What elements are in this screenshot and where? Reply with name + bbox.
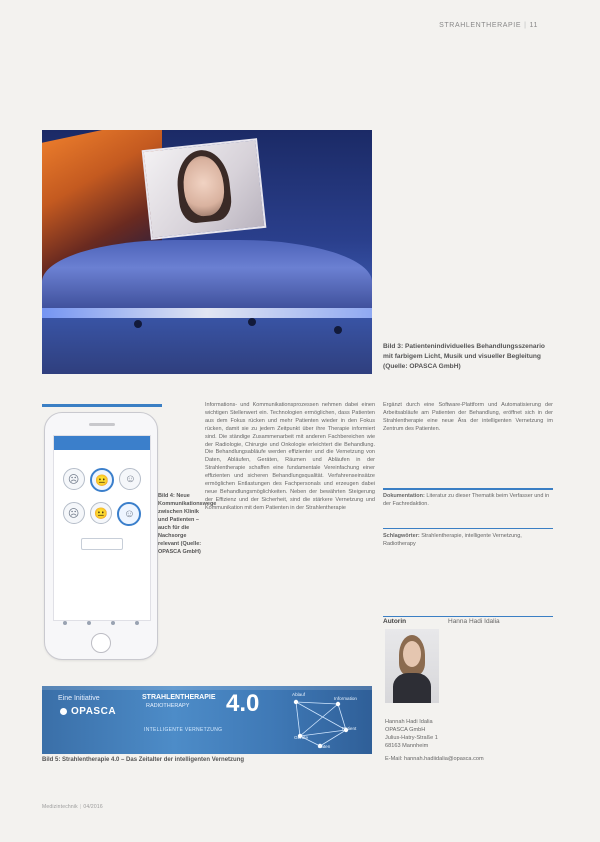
happy-face-icon[interactable]: ☺ bbox=[117, 502, 141, 526]
home-button[interactable] bbox=[91, 633, 111, 653]
happy-face-icon[interactable]: ☺ bbox=[119, 468, 141, 490]
screen-dock bbox=[53, 619, 149, 627]
address-line: Julius-Hatry-Straße 1 bbox=[385, 735, 438, 741]
figure-4-caption: Bild 4: Neue Kommunikationswege zwischen Klinik und Patienten – auch für die Nachsorge relevant (Quelle: OPASCA GmbH) bbox=[158, 493, 217, 555]
network-node bbox=[336, 702, 340, 706]
author-email: E-Mail: hannah.hadiidalia@opasca.com bbox=[385, 756, 484, 762]
footer-separator: | bbox=[79, 804, 82, 810]
article-right-column: Ergänzt durch eine Software-Plattform und Automatisierung der Arbeitsabläufe am Patienten der Behandlung, eröffnet sich in der Strahlentherapie eine neue Ära der intelligenten Vernetzung im Zentrum des Patienten. bbox=[383, 402, 553, 432]
network-edge bbox=[296, 702, 338, 704]
address-line: 68163 Mannheim bbox=[385, 743, 429, 749]
figure-5-caption: Bild 5: Strahlentherapie 4.0 – Das Zeitalter der intelligenten Vernetzung bbox=[42, 757, 245, 763]
dock-dot bbox=[63, 621, 67, 625]
logo-icon bbox=[60, 708, 67, 715]
documentation-block bbox=[383, 493, 553, 509]
banner-version: 4.0 bbox=[226, 690, 260, 717]
banner-title: STRAHLENTHERAPIE bbox=[142, 694, 216, 701]
opasca-logo bbox=[60, 706, 116, 717]
network-node-label: Information bbox=[334, 696, 357, 701]
survey-question bbox=[54, 450, 150, 464]
author-label: Autorin bbox=[383, 618, 407, 625]
light-band bbox=[42, 308, 372, 318]
accent-rule bbox=[383, 528, 553, 529]
documentation-text: Literatur zu dieser Thematik beim Verfasser und in der Fachredaktion. bbox=[383, 493, 550, 507]
portrait-body bbox=[393, 673, 431, 703]
spotlight-dot bbox=[134, 320, 142, 328]
address-line: Hannah Hadi Idalia bbox=[385, 719, 433, 725]
face-rating-row bbox=[54, 464, 150, 498]
banner-subtitle: INTELLIGENTE VERNETZUNG bbox=[144, 727, 223, 733]
keywords-text: Strahlentherapie, intelligente Vernetzung, Radiotherapy bbox=[383, 533, 522, 547]
address-line: OPASCA GmbH bbox=[385, 727, 426, 733]
footer-issue: 04/2016 bbox=[83, 804, 103, 810]
neutral-face-icon[interactable]: 😐 bbox=[90, 502, 112, 524]
dock-dot bbox=[135, 621, 139, 625]
banner-initiative-text: Eine Initiative bbox=[58, 695, 100, 702]
spotlight-dot bbox=[248, 318, 256, 326]
article-middle-column: Informations- und Kommunikationsprozessen nehmen dabei einen wichtigen Stellenwert ein. Technologien ermöglichen, dass Patienten aus dem Fokus rücken und mehr Patienten wieder in den Fokus rücken, damit sie zu jedem Zeitpunkt über ihre Therapie informiert sind. Die ständige Zusammenarbeit mit anderen Fachbereichen wie der Radiologie, Chirurgie und Onkologie erleichtert die Behandlung. Die Behandlungsabläufe werden effizienter und die Vernetzung von Daten, Abläufen, Geräten, Räumen und Abläufen in der Strahlentherapie schaffen eine fundamentale Vereinfachung einer effizienten und sicheren Behandlungsqualität. Verfahrenseinsätze ermöglichen Entlastungen des Fachpersonals und erzeugen dabei neue Behandlungsmöglichkeiten. Neben der bewährten Steigerung der Effizienz und der Sicherheit, sind die stärkere Vernetzung und Kommunikation mit dem Patienten in der Strahlentherapie bbox=[205, 402, 375, 511]
portrait-head bbox=[403, 641, 421, 667]
header-page-number: 11 bbox=[529, 22, 538, 29]
keywords-block bbox=[383, 533, 553, 549]
footer-publication: Medizintechnik bbox=[42, 804, 78, 810]
banner-title-english: RADIOTHERAPY bbox=[146, 703, 190, 709]
network-node bbox=[294, 700, 298, 704]
accent-rule bbox=[383, 488, 553, 490]
speaker-slot bbox=[89, 423, 115, 426]
running-header bbox=[439, 22, 538, 29]
figure-5-banner bbox=[42, 686, 372, 754]
treatment-room-ceiling bbox=[42, 240, 372, 310]
smartphone-mockup bbox=[44, 412, 158, 660]
author-name: Hanna Hadi Idalia bbox=[448, 618, 500, 625]
page-footer bbox=[42, 804, 103, 810]
accent-rule bbox=[42, 404, 162, 407]
dock-dot bbox=[87, 621, 91, 625]
sad-face-icon[interactable]: ☹ bbox=[63, 468, 85, 490]
app-title-bar bbox=[54, 436, 150, 450]
network-edge bbox=[300, 704, 338, 736]
header-separator: | bbox=[524, 22, 527, 29]
accent-rule bbox=[383, 616, 553, 617]
header-section: STRAHLENTHERAPIE bbox=[439, 22, 522, 29]
author-address bbox=[385, 718, 438, 750]
author-portrait bbox=[385, 629, 439, 703]
network-edge bbox=[296, 702, 300, 736]
neutral-face-icon[interactable]: 😐 bbox=[90, 468, 114, 492]
sad-face-icon[interactable]: ☹ bbox=[63, 502, 85, 524]
logo-text: OPASCA bbox=[71, 706, 117, 717]
documentation-label: Dokumentation: bbox=[383, 493, 425, 499]
network-node-label: Daten bbox=[318, 744, 331, 749]
spotlight-dot bbox=[334, 326, 342, 334]
ceiling-screen bbox=[142, 138, 267, 240]
dock-dot bbox=[111, 621, 115, 625]
keywords-label: Schlagwörter: bbox=[383, 533, 420, 539]
phone-screen bbox=[53, 435, 151, 621]
network-node-label: Geräte bbox=[294, 735, 309, 740]
figure-3-photo bbox=[42, 130, 372, 374]
face-rating-row bbox=[54, 498, 150, 532]
submit-button[interactable] bbox=[81, 538, 123, 550]
network-node-label: Patient bbox=[342, 726, 357, 731]
network-node-label: Ablauf bbox=[292, 692, 306, 697]
figure-3-caption: Bild 3: Patientenindividuelles Behandlungsszenario mit farbigem Licht, Musik und visueller Begleitung (Quelle: OPASCA GmbH) bbox=[383, 343, 545, 370]
